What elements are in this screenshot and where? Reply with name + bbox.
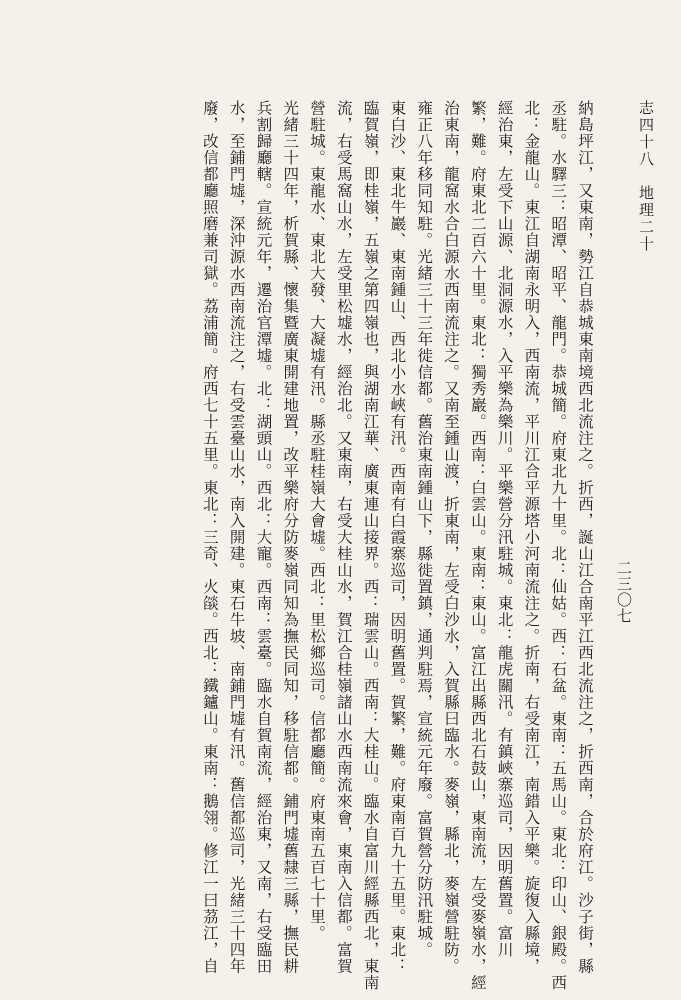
text-column-5: 繁，難。府東北二百六十里。東北：獨秀巖。西南：白雲山。東南：東山。富江出縣西北石鼓山，東南流，左受麥嶺水，經	[468, 100, 487, 991]
running-title: 志四十八 地理二十	[637, 100, 655, 253]
text-column-2: 丞駐。水驛三：昭潭、昭平、龍門。恭城簡。府東北九十里。北：仙姑。西：石盆。東南：五馬山。東北：印山、銀殿。西	[549, 100, 568, 991]
text-column-4: 經治東，左受下山源、北洞源水，入平樂為樂川。平樂營分汛駐城。東北：龍虎關汛。有鎮峽寨巡司，因明舊置。富川	[495, 100, 514, 958]
text-column-12: 光緒三十四年，析賀縣、懷集暨廣東開建地置，改平樂府分防麥嶺同知為撫民同知，移駐信都。鋪門墟舊隸三縣，撫民耕	[281, 100, 300, 975]
text-column-11: 營駐城。東龍水、東北大發、大凝墟有汛。縣丞駐桂嶺大會墟。西北：里松鄉巡司。信都廳簡。府東南五百七十里。	[308, 100, 327, 942]
page-number: 二三〇七	[615, 560, 633, 624]
text-column-6: 治東南，龍窩水合白源水西南流注之。又南至鍾山渡，折東南，左受白沙水，入賀縣曰臨水。麥嶺，縣北，麥嶺營駐防。	[442, 100, 461, 975]
text-column-7: 雍正八年移同知駐。光緒三十三年徙信都。舊治東南鍾山下，縣徙置鎮，通判駐焉，宣統元年廢。富賀營分防汛駐城。	[415, 100, 434, 958]
text-column-1: 納島坪江，又東南，勢江自恭城東南境西北流注之。折西，誕山江合南平江西北流注之，折西南，合於府江。沙子街，縣	[576, 100, 594, 975]
text-column-3: 北：金龍山。東江自湖南永明入，西南流，平川江合平源塔小河南流注之。折南，右受南江，南錯入平樂。旋復入縣境，	[522, 100, 541, 975]
text-column-9: 臨賀嶺，即桂嶺，五嶺之第四嶺也，與湖南江華、廣東連山接界。西：瑞雲山。西南：大桂山。臨水自富川經縣西北，東南	[361, 100, 380, 991]
text-column-13: 兵割歸廳轄。宣統元年，遷治官潭墟。北：湖頭山。西北：大寵。西南：雲臺。臨水自賀南流，經治東，又南，右受臨田	[254, 100, 273, 975]
body-text	[196, 100, 598, 990]
text-column-15: 廢，改信都廳照磨兼司獄。荔浦簡。府西七十五里。東北：三奇、火燄。西北：鐵鑪山。東南：鵝翎。修江一曰茘江，自	[200, 100, 219, 975]
text-column-10: 流，右受馬窩山水，左受里松墟水，經治北。又東南，右受大桂山水，賀江合桂嶺諸山水西南流來會，東南入信都。富賀	[334, 100, 353, 975]
text-column-14: 水，至鋪門墟，深沖源水西南流注之，右受雲臺山水，南入開建。東石牛坡、南鋪門墟有汛。舊信都巡司，光緒三十四年	[227, 100, 246, 975]
text-column-8: 東白沙、東北牛巖、東南鍾山、西北小水峽有汛。西南有白霞寨巡司，因明舊置。賀繁，難。府東南百九十五里。東北：	[388, 100, 407, 975]
